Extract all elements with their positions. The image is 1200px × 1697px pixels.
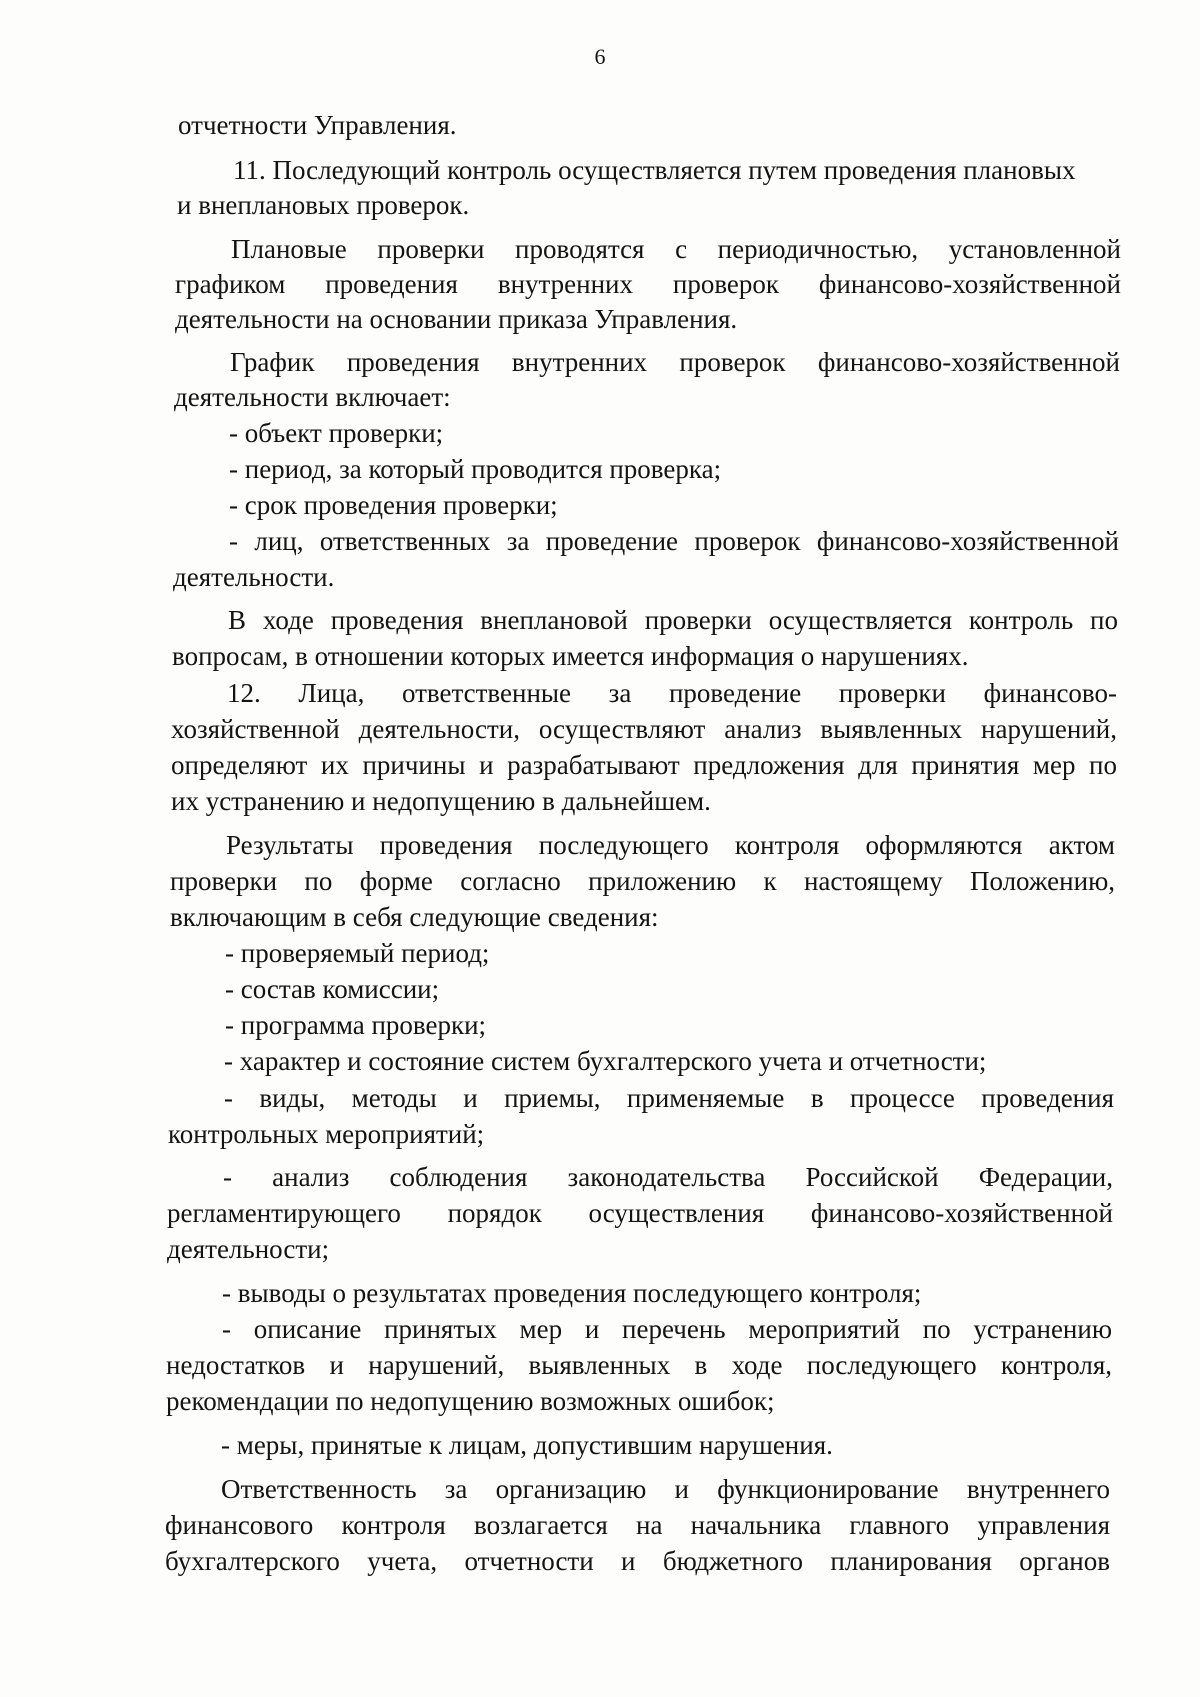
page-number: 6 [594, 44, 606, 69]
text-line-33: - описание принятых мер и перечень мероприятий по устранению [222, 1314, 1112, 1344]
text-line-5: графиком проведения внутренних проверок финансово-хозяйственной [175, 269, 1121, 299]
text-line-22: включающим в себя следующие сведения: [170, 902, 659, 932]
text-line-10: - период, за который проводится проверка; [229, 454, 722, 484]
text-line-36: - меры, принятые к лицам, допустившим нарушения. [221, 1430, 833, 1460]
text-line-34: недостатков и нарушений, выявленных в ходе последующего контроля, [166, 1350, 1112, 1380]
text-line-28: контрольных мероприятий; [168, 1119, 485, 1149]
text-line-23: - проверяемый период; [225, 938, 490, 968]
text-line-38: финансового контроля возлагается на начальника главного управления [165, 1510, 1110, 1540]
text-line-24: - состав комиссии; [225, 974, 440, 1004]
text-line-3: и внеплановых проверок. [177, 190, 470, 220]
text-line-14: В ходе проведения внеплановой проверки осуществляется контроль по [228, 605, 1118, 635]
text-line-20: Результаты проведения последующего контроля оформляются актом [226, 830, 1115, 860]
text-line-35: рекомендации по недопущению возможных ошибок; [166, 1386, 775, 1416]
text-line-4: Плановые проверки проводятся с периодичностью, установленной [231, 234, 1121, 264]
text-line-26: - характер и состояние систем бухгалтерского учета и отчетности; [224, 1046, 987, 1076]
text-line-17: хозяйственной деятельности, осуществляют анализ выявленных нарушений, [171, 714, 1117, 744]
text-line-19: их устранению и недопущению в дальнейшем. [171, 786, 711, 816]
text-line-2: 11. Последующий контроль осуществляется путем проведения плановых [233, 155, 1076, 185]
text-line-16: 12. Лица, ответственные за проведение проверки финансово- [227, 678, 1117, 708]
text-line-29: - анализ соблюдения законодательства Российской Федерации, [223, 1162, 1113, 1192]
text-line-18: определяют их причины и разрабатывают предложения для принятия мер по [171, 750, 1117, 780]
text-line-27: - виды, методы и приемы, применяемые в процессе проведения [224, 1083, 1114, 1113]
text-line-32: - выводы о результатах проведения последующего контроля; [222, 1278, 922, 1308]
text-line-8: деятельности включает: [174, 382, 451, 412]
text-line-39: бухгалтерского учета, отчетности и бюджетного планирования органов [165, 1546, 1110, 1576]
text-line-7: График проведения внутренних проверок финансово-хозяйственной [230, 347, 1120, 377]
text-line-11: - срок проведения проверки; [229, 490, 558, 520]
text-line-9: - объект проверки; [229, 418, 444, 448]
text-line-6: деятельности на основании приказа Управления. [175, 304, 738, 334]
text-line-25: - программа проверки; [225, 1010, 487, 1040]
text-line-21: проверки по форме согласно приложению к настоящему Положению, [170, 866, 1115, 896]
text-line-37: Ответственность за организацию и функционирование внутреннего [221, 1474, 1110, 1504]
text-line-12: - лиц, ответственных за проведение проверок финансово-хозяйственной [229, 526, 1119, 556]
text-line-13: деятельности. [173, 562, 335, 592]
text-line-1: отчетности Управления. [178, 110, 457, 140]
text-line-31: деятельности; [167, 1234, 330, 1264]
text-line-15: вопросам, в отношении которых имеется информация о нарушениях. [172, 641, 969, 671]
text-line-30: регламентирующего порядок осуществления финансово-хозяйственной [167, 1198, 1113, 1228]
